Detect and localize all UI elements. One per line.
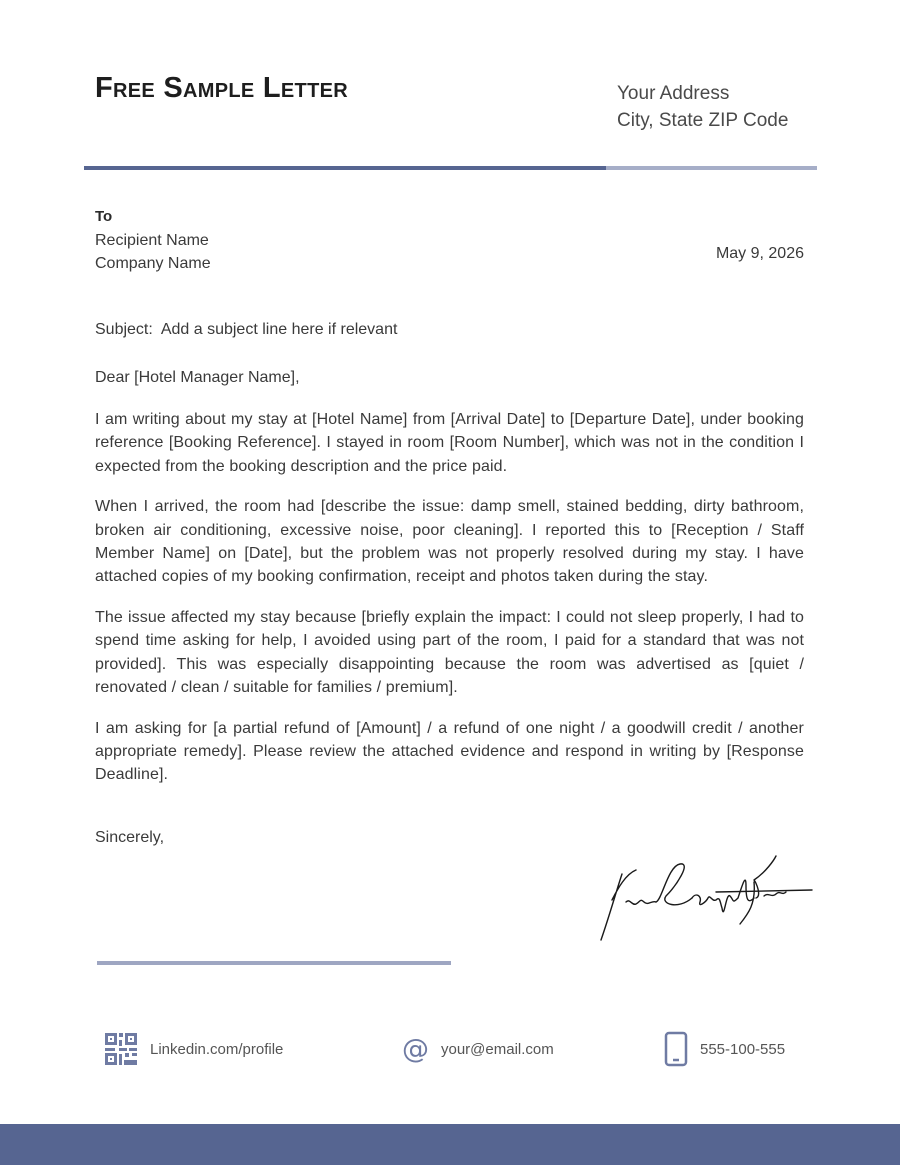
salutation: Dear [Hotel Manager Name], xyxy=(95,369,300,386)
handwritten-signature xyxy=(596,852,816,947)
mobile-phone-icon xyxy=(664,1031,688,1067)
footer-bar xyxy=(0,1124,900,1165)
letter-body xyxy=(95,408,804,804)
header-divider-dark xyxy=(84,166,606,170)
body-paragraph: I am asking for [a partial refund of [Amount] / a refund of one night / a goodwill credit / another appropriate remedy]. Please review the attached evidence and respond in writing by [Response Deadline]. xyxy=(95,719,804,784)
phone-text: 555-100-555 xyxy=(700,1040,786,1058)
signature-line xyxy=(97,961,451,965)
email-text: your@email.com xyxy=(441,1040,554,1058)
to-label: To xyxy=(95,208,113,225)
body-paragraph: The issue affected my stay because [briefly explain the impact: I could not sleep properly, I had to spend time asking for help, I avoided using part of the room, I paid for a standard that was not provided]. This was especially disappointing because the room was advertised as [quiet / renovated / clean / suitable for families / premium]. xyxy=(95,609,804,696)
recipient-name: Recipient Name xyxy=(95,231,209,249)
closing: Sincerely, xyxy=(95,829,165,846)
header-divider-light xyxy=(606,166,817,170)
footer-linkedin xyxy=(104,1030,283,1068)
address-line-2: City, State ZIP Code xyxy=(617,110,789,131)
at-sign-icon: @ xyxy=(402,1033,429,1065)
address-line-1: Your Address xyxy=(617,83,730,104)
qr-code-icon xyxy=(104,1032,138,1066)
footer-phone xyxy=(664,1030,785,1068)
letter-date: May 9, 2026 xyxy=(715,245,804,262)
body-paragraph: When I arrived, the room had [describe the issue: damp smell, stained bedding, dirty bathroom, broken air conditioning, excessive noise, poor cleaning]. I reported this to [Reception / Staff Member Name] on [Date], but the problem was not properly resolved during my stay. I have attached copies of my booking confirmation, receipt and photos taken during the stay. xyxy=(95,498,804,586)
linkedin-text: Linkedin.com/profile xyxy=(150,1040,284,1058)
letter-title: Free Sample Letter xyxy=(95,72,348,104)
body-paragraph: I am writing about my stay at [Hotel Name] from [Arrival Date] to [Departure Date], under booking reference [Booking Reference]. I stayed in room [Room Number], which was not in the condition I expected from the booking description and the price paid. xyxy=(95,411,804,475)
recipient-block xyxy=(95,205,211,276)
subject-line: Subject: Add a subject line here if relevant xyxy=(95,321,398,338)
recipient-company: Company Name xyxy=(95,255,211,272)
footer-email xyxy=(402,1030,554,1068)
sender-address xyxy=(617,80,788,134)
